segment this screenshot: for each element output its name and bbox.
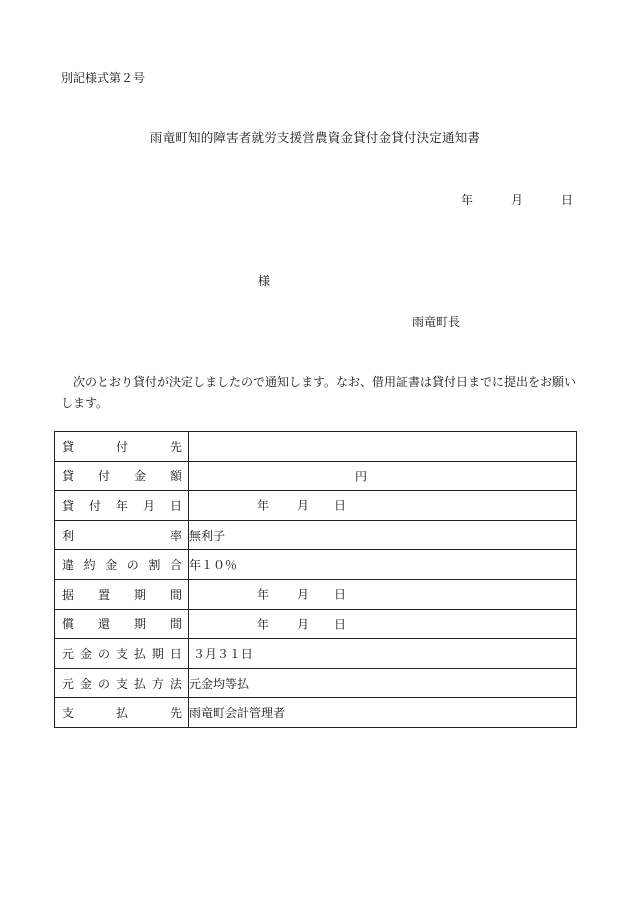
row-label-char: 支 bbox=[62, 706, 75, 721]
table-row bbox=[55, 698, 577, 728]
row-label-cell bbox=[55, 579, 189, 609]
row-label-char: 払 bbox=[133, 646, 146, 661]
table-row bbox=[55, 491, 577, 521]
row-label bbox=[55, 527, 188, 544]
row-label-char: 月 bbox=[142, 498, 155, 513]
row-label-char: 期 bbox=[133, 587, 146, 602]
row-label-cell bbox=[55, 668, 189, 698]
row-label-char: 金 bbox=[79, 676, 92, 691]
row-label bbox=[55, 704, 188, 721]
row-label-char: 元 bbox=[62, 676, 75, 691]
row-label bbox=[55, 438, 188, 455]
row-label-char: 支 bbox=[115, 676, 128, 691]
row-label-cell bbox=[55, 550, 189, 580]
date-year-label: 年 bbox=[257, 498, 270, 513]
row-label-char: の bbox=[126, 558, 139, 573]
row-label-char: 合 bbox=[169, 558, 182, 573]
row-label bbox=[55, 467, 188, 484]
row-value-cell bbox=[189, 639, 577, 669]
row-label-char: 先 bbox=[169, 706, 182, 721]
date-day-label: 日 bbox=[561, 193, 574, 207]
row-value-cell bbox=[189, 461, 577, 491]
row-value-cell bbox=[189, 579, 577, 609]
row-label-char: 間 bbox=[169, 587, 182, 602]
table-row bbox=[55, 550, 577, 580]
row-label bbox=[55, 675, 188, 692]
date-day-label: 日 bbox=[334, 587, 347, 602]
row-label-cell bbox=[55, 491, 189, 521]
row-label-char: 率 bbox=[169, 528, 182, 543]
row-label-cell bbox=[55, 432, 189, 462]
row-label-char: の bbox=[97, 676, 110, 691]
date-month-label: 月 bbox=[297, 587, 310, 602]
row-value-cell bbox=[189, 668, 577, 698]
date-year-label: 年 bbox=[257, 617, 270, 632]
row-value-cell bbox=[189, 698, 577, 728]
issuer-name: 雨竜町長 bbox=[412, 315, 461, 329]
row-value: 雨竜町会計管理者 bbox=[189, 706, 286, 721]
notice-body-text: 次のとおり貸付が決定しましたので通知します。なお、借用証書は貸付日までに提出をお願いします。 bbox=[61, 375, 577, 410]
row-label bbox=[55, 645, 188, 662]
row-value: ３月３１日 bbox=[189, 646, 253, 661]
row-value: 無利子 bbox=[189, 528, 226, 543]
date-month-label: 月 bbox=[297, 498, 310, 513]
row-label-char: 先 bbox=[169, 439, 182, 454]
date-month-label: 月 bbox=[297, 617, 310, 632]
row-label-char: 付 bbox=[97, 469, 110, 484]
row-label-char: 付 bbox=[88, 498, 101, 513]
row-label-cell bbox=[55, 698, 189, 728]
row-label-cell bbox=[55, 461, 189, 491]
amount-unit: 円 bbox=[355, 469, 368, 484]
row-label-char: 置 bbox=[97, 587, 110, 602]
row-label bbox=[55, 556, 188, 573]
form-number: 別記様式第２号 bbox=[61, 71, 146, 85]
addressee-honorific: 様 bbox=[258, 274, 271, 288]
row-label-char: 貸 bbox=[62, 439, 75, 454]
row-label-char: 期 bbox=[133, 617, 146, 632]
row-value: 年１０％ bbox=[189, 558, 238, 573]
loan-details-table bbox=[54, 431, 577, 728]
row-value-cell bbox=[189, 550, 577, 580]
row-label-char: 法 bbox=[169, 676, 182, 691]
date-day-label: 日 bbox=[334, 498, 347, 513]
date-day-label: 日 bbox=[334, 617, 347, 632]
row-label-char: 償 bbox=[62, 617, 75, 632]
row-label-char: 払 bbox=[115, 706, 128, 721]
table-row bbox=[55, 609, 577, 639]
row-label-char: 期 bbox=[151, 646, 164, 661]
row-label bbox=[55, 615, 188, 632]
table-row bbox=[55, 461, 577, 491]
table-row bbox=[55, 432, 577, 462]
row-label-char: 据 bbox=[62, 587, 75, 602]
date-year-label: 年 bbox=[257, 587, 270, 602]
row-value: 元金均等払 bbox=[189, 676, 250, 691]
row-label-char: 元 bbox=[62, 646, 75, 661]
row-label-char: 貸 bbox=[62, 469, 75, 484]
row-label bbox=[55, 586, 188, 603]
row-label-cell bbox=[55, 609, 189, 639]
row-label-char: 違 bbox=[62, 558, 75, 573]
row-label-char: 年 bbox=[115, 498, 128, 513]
row-label-char: 間 bbox=[169, 617, 182, 632]
row-value-cell bbox=[189, 432, 577, 462]
table-row bbox=[55, 639, 577, 669]
row-label-cell bbox=[55, 639, 189, 669]
date-year-label: 年 bbox=[461, 193, 474, 207]
row-label-char: 付 bbox=[115, 439, 128, 454]
row-value-cell bbox=[189, 520, 577, 550]
row-label-char: 日 bbox=[169, 646, 182, 661]
row-label-char: 金 bbox=[105, 558, 118, 573]
row-label bbox=[55, 497, 188, 514]
row-label-char: 貸 bbox=[62, 498, 75, 513]
row-label-char: 還 bbox=[97, 617, 110, 632]
document-title: 雨竜町知的障害者就労支援営農資金貸付金貸付決定通知書 bbox=[149, 130, 481, 145]
row-label-char: 日 bbox=[169, 498, 182, 513]
row-label-char: 額 bbox=[169, 469, 182, 484]
row-label-char: 支 bbox=[115, 646, 128, 661]
date-month-label: 月 bbox=[511, 193, 524, 207]
row-label-char: 払 bbox=[133, 676, 146, 691]
row-value-cell bbox=[189, 491, 577, 521]
row-label-char: 利 bbox=[62, 528, 75, 543]
row-label-char: 方 bbox=[151, 676, 164, 691]
table-row bbox=[55, 668, 577, 698]
row-label-char: の bbox=[97, 646, 110, 661]
row-label-char: 金 bbox=[133, 469, 146, 484]
row-label-char: 金 bbox=[79, 646, 92, 661]
row-value-cell bbox=[189, 609, 577, 639]
table-row bbox=[55, 520, 577, 550]
row-label-cell bbox=[55, 520, 189, 550]
row-label-char: 約 bbox=[83, 558, 96, 573]
row-label-char: 割 bbox=[148, 558, 161, 573]
table-row bbox=[55, 579, 577, 609]
